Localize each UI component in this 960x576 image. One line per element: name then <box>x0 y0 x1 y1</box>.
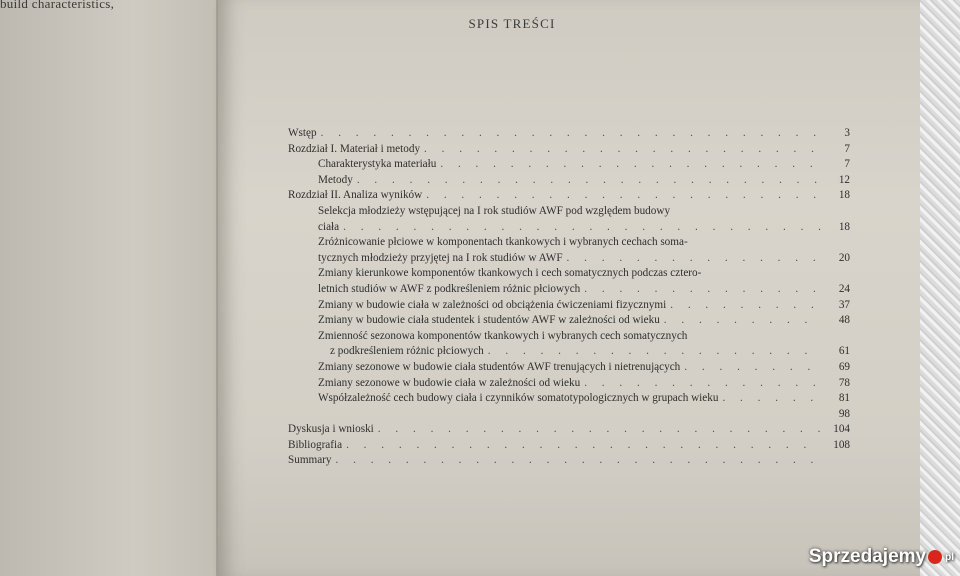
toc-entry-page-98: 98 <box>838 407 850 420</box>
toc-title: SPIS TREŚCI <box>468 16 556 31</box>
watermark-dot-icon <box>928 550 942 564</box>
toc-entry-chapter-1: Rozdział I. Materiał i metody . . . 7 <box>288 142 850 158</box>
toc-entry-zmiany-wiek: Zmiany w budowie ciała studentek i studentów AWF w zależności od wieku . . . 48 <box>288 313 850 329</box>
toc-entry-charakterystyka: Charakterystyka materiału . . . 7 <box>288 157 850 173</box>
toc-entry-selekcja-line2: ciała . . . 18 <box>288 220 850 236</box>
toc-entry-bibliografia: Bibliografia . . . 108 <box>288 438 850 454</box>
toc-entry-zmiany-kierunkowe-line1: Zmiany kierunkowe komponentów tkankowych i cech somatycznych podczas cztero- <box>318 267 702 280</box>
toc-entry-zmiany-obciazenie: Zmiany w budowie ciała w zależności od obciążenia ćwiczeniami fizycznymi . . . 37 <box>288 298 850 314</box>
toc-entry-sezonowe-trenujacy: Zmiany sezonowe w budowie ciała studentów AWF trenujących i nietrenujących . . . 69 <box>288 360 850 376</box>
toc-entry-zmiennosc-line2: z podkreśleniem różnic płciowych . . . 61 <box>288 344 850 360</box>
toc-entry-selekcja-line1: Selekcja młodzieży wstępującej na I rok studiów AWF pod względem budowy <box>318 204 671 217</box>
sprzedajemy-watermark <box>809 546 954 568</box>
left-page <box>0 0 222 576</box>
toc-entry-chapter-2: Rozdział II. Analiza wyników . . . 18 <box>288 188 850 204</box>
watermark-brand: Sprzedajemy <box>808 546 927 567</box>
toc-entry-metody: Metody . . . 12 <box>288 173 850 189</box>
toc-entry-wstep: Wstęp . . . 3 <box>288 126 850 142</box>
toc-entry-zmiany-kierunkowe-line2: letnich studiów w AWF z podkreśleniem różnic płciowych . . . 24 <box>288 282 850 298</box>
toc-entry-zroznicowanie-line2: tycznych młodzieży przyjętej na I rok studiów w AWF . . . 20 <box>288 251 850 267</box>
toc-entry-summary: Summary . . . <box>288 453 850 469</box>
watermark-tld: pl <box>945 551 954 563</box>
left-page-text-fragment: build characteristics, <box>0 0 115 11</box>
table-of-contents <box>288 126 850 469</box>
table-surface <box>920 0 960 576</box>
toc-entry-zmiennosc-line1: Zmienność sezonowa komponentów tkankowych i wybranych cech somatycznych <box>318 329 688 342</box>
toc-entry-dyskusja: Dyskusja i wnioski . . . 104 <box>288 422 850 438</box>
toc-entry-zroznicowanie-line1: Zróżnicowanie płciowe w komponentach tkankowych i wybranych cechach soma- <box>318 236 688 249</box>
toc-entry-sezonowe-wiek: Zmiany sezonowe w budowie ciała w zależności od wieku . . . 78 <box>288 376 850 392</box>
toc-entry-wspolzaleznosc: Współzależność cech budowy ciała i czynników somatotypologicznych w grupach wieku . . . 81 <box>288 391 850 407</box>
